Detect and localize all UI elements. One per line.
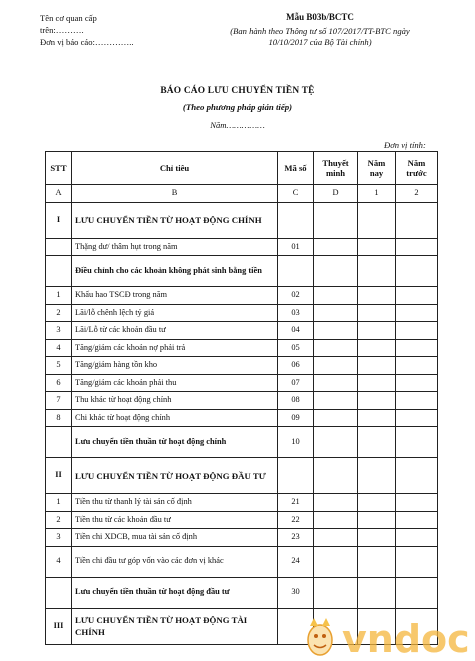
this-year-cell [358,357,396,375]
this-year-cell [358,339,396,357]
note-cell [314,304,358,322]
legal-basis-line-1: (Ban hành theo Thông tư số 107/2017/TT-BTC ngày [230,26,410,36]
stt-cell [46,256,72,287]
code-cell: 05 [278,339,314,357]
note-cell [314,511,358,529]
indicator-cell: LƯU CHUYỂN TIỀN TỪ HOẠT ĐỘNG CHÍNH [72,202,278,238]
stt-cell: 3 [46,529,72,547]
note-cell [314,322,358,340]
code-cell: 24 [278,546,314,577]
report-year: Năm…………… [210,120,265,130]
last-year-cell [396,374,438,392]
stt-cell: 3 [46,322,72,340]
indicator-cell: Tăng/giảm các khoản nợ phải trả [72,339,278,357]
stt-cell: III [46,608,72,644]
indicator-cell: Tăng/giảm hàng tồn kho [72,357,278,375]
indicator-cell: LƯU CHUYỂN TIỀN TỪ HOẠT ĐỘNG ĐẦU TƯ [72,458,278,494]
mascot-icon [308,618,332,655]
header-this-year: Năm nay [358,152,396,185]
code-cell [278,458,314,494]
stt-cell [46,238,72,256]
indicator-cell: Khấu hao TSCĐ trong năm [72,287,278,305]
note-cell [314,202,358,238]
form-header [180,12,460,48]
code-cell [278,202,314,238]
section-row [46,202,438,238]
last-year-cell [396,577,438,608]
note-cell [314,392,358,410]
indicator-cell: LƯU CHUYỂN TIỀN TỪ HOẠT ĐỘNG TÀI CHÍNH [72,608,278,644]
section-row [46,458,438,494]
note-cell [314,287,358,305]
note-cell [314,427,358,458]
report-subtitle: (Theo phương pháp gián tiếp) [182,102,293,112]
stt-cell: II [46,458,72,494]
stt-cell: I [46,202,72,238]
header-note: Thuyết minh [314,152,358,185]
table-row [46,374,438,392]
code-cell: 06 [278,357,314,375]
this-year-cell [358,374,396,392]
reporting-unit: Đơn vị báo cáo:………….. [40,37,134,47]
cash-flow-table [45,151,438,645]
code-cell [278,256,314,287]
note-cell [314,374,358,392]
code-cell: 22 [278,511,314,529]
note-cell [314,577,358,608]
stt-cell: 5 [46,357,72,375]
indicator-cell: Lãi/Lỗ từ các khoản đầu tư [72,322,278,340]
indicator-cell: Tiền chi đầu tư góp vốn vào các đơn vị khác [72,546,278,577]
column-letter-row [46,185,438,203]
stt-cell: 7 [46,392,72,410]
stt-cell: 1 [46,287,72,305]
vndoc-watermark-logo [300,612,470,660]
stt-cell [46,427,72,458]
this-year-cell [358,577,396,608]
this-year-cell [358,392,396,410]
this-year-cell [358,322,396,340]
stt-cell: 8 [46,409,72,427]
indicator-cell: Tiền thu từ các khoản đầu tư [72,511,278,529]
letter-cell: A [46,185,72,203]
unit-label: Đơn vị tính: [384,140,426,150]
indicator-cell: Lãi/lỗ chênh lệch tỷ giá [72,304,278,322]
last-year-cell [396,256,438,287]
note-cell [314,256,358,287]
last-year-cell [396,409,438,427]
this-year-cell [358,287,396,305]
code-cell: 23 [278,529,314,547]
header-last-year: Năm trước [396,152,438,185]
this-year-cell [358,238,396,256]
header-indicator: Chỉ tiêu [72,152,278,185]
letter-cell: B [72,185,278,203]
note-cell [314,546,358,577]
header-stt: STT [46,152,72,185]
last-year-cell [396,546,438,577]
table-row [46,409,438,427]
agency-line-1: Tên cơ quan cấp [40,13,97,23]
indicator-cell: Thu khác từ hoạt động chính [72,392,278,410]
last-year-cell [396,304,438,322]
letter-cell: D [314,185,358,203]
note-cell [314,409,358,427]
stt-cell: 1 [46,494,72,512]
table-row [46,511,438,529]
indicator-cell: Tiền chi XDCB, mua tài sản cố định [72,529,278,547]
last-year-cell [396,529,438,547]
this-year-cell [358,427,396,458]
indicator-cell: Lưu chuyển tiền thuần từ hoạt động chính [72,427,278,458]
note-cell [314,494,358,512]
form-code: Mẫu B03b/BCTC [286,12,354,22]
last-year-cell [396,427,438,458]
this-year-cell [358,511,396,529]
code-cell: 02 [278,287,314,305]
table-row [46,256,438,287]
last-year-cell [396,287,438,305]
report-title: BÁO CÁO LƯU CHUYỂN TIỀN TỆ [160,86,315,96]
last-year-cell [396,357,438,375]
note-cell [314,529,358,547]
table-row [46,427,438,458]
stt-cell: 2 [46,511,72,529]
note-cell [314,458,358,494]
legal-basis-line-2: 10/10/2017 của Bộ Tài chính) [268,37,372,47]
table-row [46,577,438,608]
agency-header [40,12,134,48]
letter-cell: 1 [358,185,396,203]
last-year-cell [396,392,438,410]
code-cell: 21 [278,494,314,512]
last-year-cell [396,458,438,494]
code-cell: 30 [278,577,314,608]
indicator-cell: Chi khác từ hoạt động chính [72,409,278,427]
code-cell: 09 [278,409,314,427]
this-year-cell [358,202,396,238]
last-year-cell [396,511,438,529]
watermark-text: vndoc [342,617,470,660]
indicator-cell: Thặng dư/ thâm hụt trong năm [72,238,278,256]
indicator-cell: Tiền thu từ thanh lý tài sản cố định [72,494,278,512]
table-row [46,494,438,512]
table-row [46,392,438,410]
this-year-cell [358,256,396,287]
stt-cell: 6 [46,374,72,392]
this-year-cell [358,409,396,427]
stt-cell: 4 [46,339,72,357]
letter-cell: C [278,185,314,203]
table-row [46,287,438,305]
code-cell: 08 [278,392,314,410]
stt-cell: 4 [46,546,72,577]
table-row [46,546,438,577]
last-year-cell [396,494,438,512]
indicator-cell: Lưu chuyển tiền thuần từ hoạt động đầu tư [72,577,278,608]
code-cell: 10 [278,427,314,458]
table-row [46,339,438,357]
this-year-cell [358,529,396,547]
indicator-cell: Điều chỉnh cho các khoản không phát sinh bằng tiền [72,256,278,287]
table-row [46,357,438,375]
last-year-cell [396,202,438,238]
last-year-cell [396,238,438,256]
table-header-row [46,152,438,185]
code-cell: 01 [278,238,314,256]
this-year-cell [358,546,396,577]
last-year-cell [396,322,438,340]
note-cell [314,357,358,375]
last-year-cell [396,339,438,357]
this-year-cell [358,494,396,512]
table-row [46,322,438,340]
this-year-cell [358,304,396,322]
table-row [46,238,438,256]
stt-cell: 2 [46,304,72,322]
code-cell: 07 [278,374,314,392]
agency-line-2: trên:………. [40,25,84,35]
letter-cell: 2 [396,185,438,203]
note-cell [314,339,358,357]
code-cell: 03 [278,304,314,322]
code-cell: 04 [278,322,314,340]
this-year-cell [358,458,396,494]
header-code: Mã số [278,152,314,185]
indicator-cell: Tăng/giảm các khoản phải thu [72,374,278,392]
note-cell [314,238,358,256]
table-row [46,304,438,322]
table-row [46,529,438,547]
stt-cell [46,577,72,608]
